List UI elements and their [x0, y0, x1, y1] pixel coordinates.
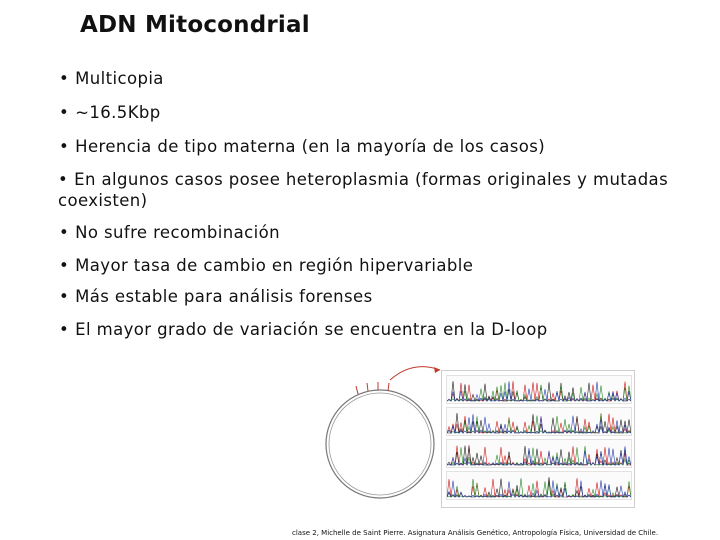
bullet-text: ~16.5Kbp	[75, 103, 161, 122]
chromatogram-trace	[447, 440, 631, 467]
trace-line	[447, 381, 631, 401]
sequencing-traces-panel	[441, 370, 635, 508]
slide-title: ADN Mitocondrial	[80, 12, 310, 38]
trace-line	[447, 445, 631, 465]
bullet-text: Mayor tasa de cambio en región hipervariable	[75, 256, 474, 275]
bullet-text: Multicopia	[75, 69, 164, 88]
trace-row	[446, 407, 632, 436]
dloop-markers	[356, 382, 389, 394]
source-caption: clase 2, Michelle de Saint Pierre. Asignatura Análisis Genético, Antropología Física, Universidad de Chile.	[292, 529, 659, 537]
bullet-item	[59, 286, 709, 307]
trace-line	[447, 383, 631, 402]
trace-line	[447, 381, 631, 401]
mtdna-figure	[318, 358, 638, 516]
bullet-text: No sufre recombinación	[75, 223, 280, 242]
arrow-to-traces	[390, 367, 440, 380]
arrow-head-icon	[434, 367, 440, 373]
chromatogram-trace	[447, 408, 631, 435]
bullet-item	[59, 319, 709, 340]
dloop-marker	[356, 386, 358, 394]
trace-line	[447, 381, 631, 401]
bullet-text: El mayor grado de variación se encuentra en la D-loop	[75, 320, 548, 339]
bullet-dot: •	[59, 320, 70, 339]
bullet-dot: •	[59, 103, 70, 122]
mtdna-circle-inner	[329, 393, 431, 495]
bullet-dot: •	[59, 69, 70, 88]
bullet-dot: •	[59, 287, 70, 306]
bullet-text: Herencia de tipo materna (en la mayoría de los casos)	[75, 137, 546, 156]
bullet-item	[59, 102, 709, 123]
bullet-item	[59, 255, 709, 276]
bullet-dot: •	[58, 170, 69, 189]
chromatogram-trace	[447, 472, 631, 499]
dloop-marker	[388, 383, 389, 391]
chromatogram-trace	[447, 376, 631, 403]
trace-row	[446, 471, 632, 500]
trace-row	[446, 439, 632, 468]
mtdna-circle-outer	[326, 390, 434, 498]
trace-row	[446, 375, 632, 404]
bullet-item	[58, 169, 708, 211]
bullet-dot: •	[59, 256, 70, 275]
bullet-text: En algunos casos posee heteroplasmia (formas originales y mutadas coexisten)	[58, 170, 669, 210]
bullet-text: Más estable para análisis forenses	[75, 287, 373, 306]
bullet-item	[59, 136, 709, 157]
mtdna-circle-diagram	[318, 358, 448, 516]
bullet-dot: •	[59, 137, 70, 156]
bullet-item	[59, 68, 709, 89]
bullet-dot: •	[59, 223, 70, 242]
dloop-marker	[367, 383, 368, 391]
bullet-item	[59, 222, 709, 243]
